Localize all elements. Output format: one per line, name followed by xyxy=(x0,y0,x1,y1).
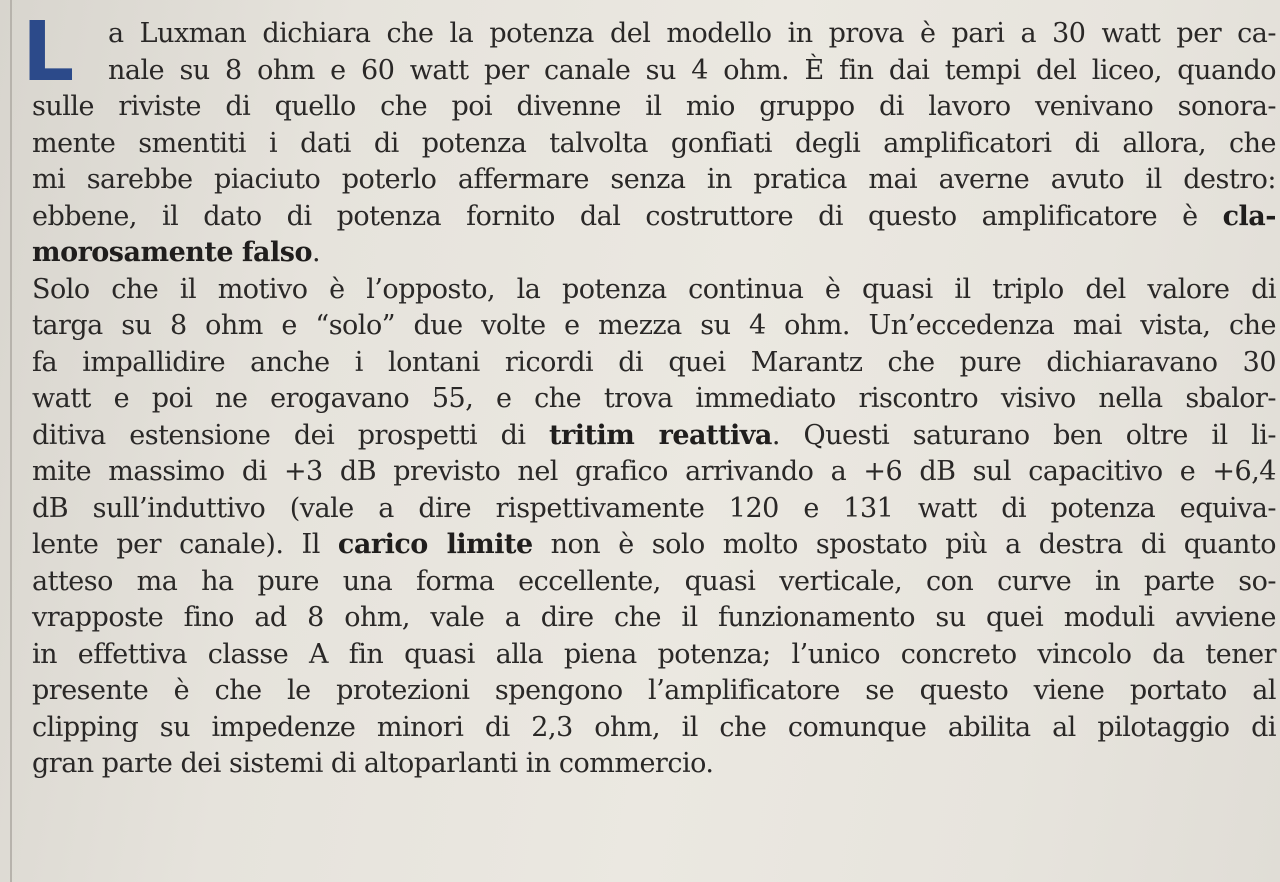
text-line xyxy=(32,746,1276,783)
text-run: Solo che il motivo è l’opposto, la potenza continua è quasi il triplo del valore di xyxy=(32,273,1276,305)
text-line xyxy=(32,126,1276,163)
drop-cap: L xyxy=(22,5,75,100)
bold-term: cla- xyxy=(1222,200,1276,232)
text-line xyxy=(32,710,1276,747)
text-run: targa su 8 ohm e “solo” due volte e mezza su 4 ohm. Un’eccedenza mai vista, che xyxy=(32,310,1276,341)
text-run: sulle riviste di quello che poi divenne il mio gruppo di lavoro venivano sonora- xyxy=(32,91,1276,122)
text-run: clipping su impedenze minori di 2,3 ohm, il che comunque abilita al pilotaggio di xyxy=(32,711,1276,743)
text-run: . Questi saturano ben oltre il li- xyxy=(771,419,1276,451)
text-run: in effettiva classe A fin quasi alla piena potenza; l’unico concreto vincolo da tener xyxy=(32,638,1276,670)
text-run: mi sarebbe piaciuto poterlo affermare senza in pratica mai averne avuto il destro: xyxy=(32,164,1276,195)
text-run: . xyxy=(312,237,321,268)
text-line xyxy=(32,89,1276,126)
text-line xyxy=(32,381,1276,418)
column-edge-rule xyxy=(10,0,12,882)
text-line xyxy=(32,308,1276,345)
paragraph xyxy=(32,16,1276,272)
text-run: vrapposte fino ad 8 ohm, vale a dire che il funzionamento su quei moduli avviene xyxy=(32,602,1276,633)
text-line xyxy=(32,637,1276,674)
bold-term: morosamente falso xyxy=(32,237,313,268)
text-run: mite massimo di +3 dB previsto nel grafico arrivando a +6 dB sul capacitivo e +6,4 xyxy=(32,456,1276,487)
text-line xyxy=(32,272,1276,309)
text-run: nale su 8 ohm e 60 watt per canale su 4 ohm. È fin dai tempi del liceo, quando xyxy=(108,54,1276,86)
text-line xyxy=(32,53,1276,90)
text-run: a Luxman dichiara che la potenza del modello in prova è pari a 30 watt per ca- xyxy=(108,18,1276,49)
text-run: presente è che le protezioni spengono l’amplificatore se questo viene portato al xyxy=(32,675,1276,706)
text-run: ditiva estensione dei prospetti di xyxy=(32,419,550,451)
text-run: ebbene, il dato di potenza fornito dal costruttore di questo amplificatore è xyxy=(32,200,1223,232)
text-line xyxy=(32,418,1276,455)
article-body xyxy=(32,16,1276,783)
text-run: watt e poi ne erogavano 55, e che trova immediato riscontro visivo nella sbalor- xyxy=(32,383,1276,414)
text-run: non è solo molto spostato più a destra di quanto xyxy=(532,529,1276,560)
text-line xyxy=(32,564,1276,601)
text-line xyxy=(32,162,1276,199)
bold-term: tritim reattiva xyxy=(549,419,772,451)
text-line xyxy=(32,16,1276,53)
text-run: lente per canale). Il xyxy=(32,529,338,560)
text-run: mente smentiti i dati di potenza talvolta gonfiati degli amplificatori di allora, che xyxy=(32,127,1276,159)
text-line xyxy=(32,199,1276,236)
text-run: gran parte dei sistemi di altoparlanti in commercio. xyxy=(32,748,714,779)
text-line xyxy=(32,345,1276,382)
paragraph xyxy=(32,272,1276,783)
text-run: atteso ma ha pure una forma eccellente, quasi verticale, con curve in parte so- xyxy=(32,565,1276,597)
text-line xyxy=(32,527,1276,564)
text-line xyxy=(32,673,1276,710)
text-line xyxy=(32,600,1276,637)
text-line xyxy=(32,454,1276,491)
text-line xyxy=(32,491,1276,528)
text-line xyxy=(32,235,1276,272)
text-run: fa impallidire anche i lontani ricordi di quei Marantz che pure dichiaravano 30 xyxy=(32,346,1276,378)
text-run: dB sull’induttivo (vale a dire rispettivamente 120 e 131 watt di potenza equiva- xyxy=(32,492,1276,524)
bold-term: carico limite xyxy=(337,529,533,560)
